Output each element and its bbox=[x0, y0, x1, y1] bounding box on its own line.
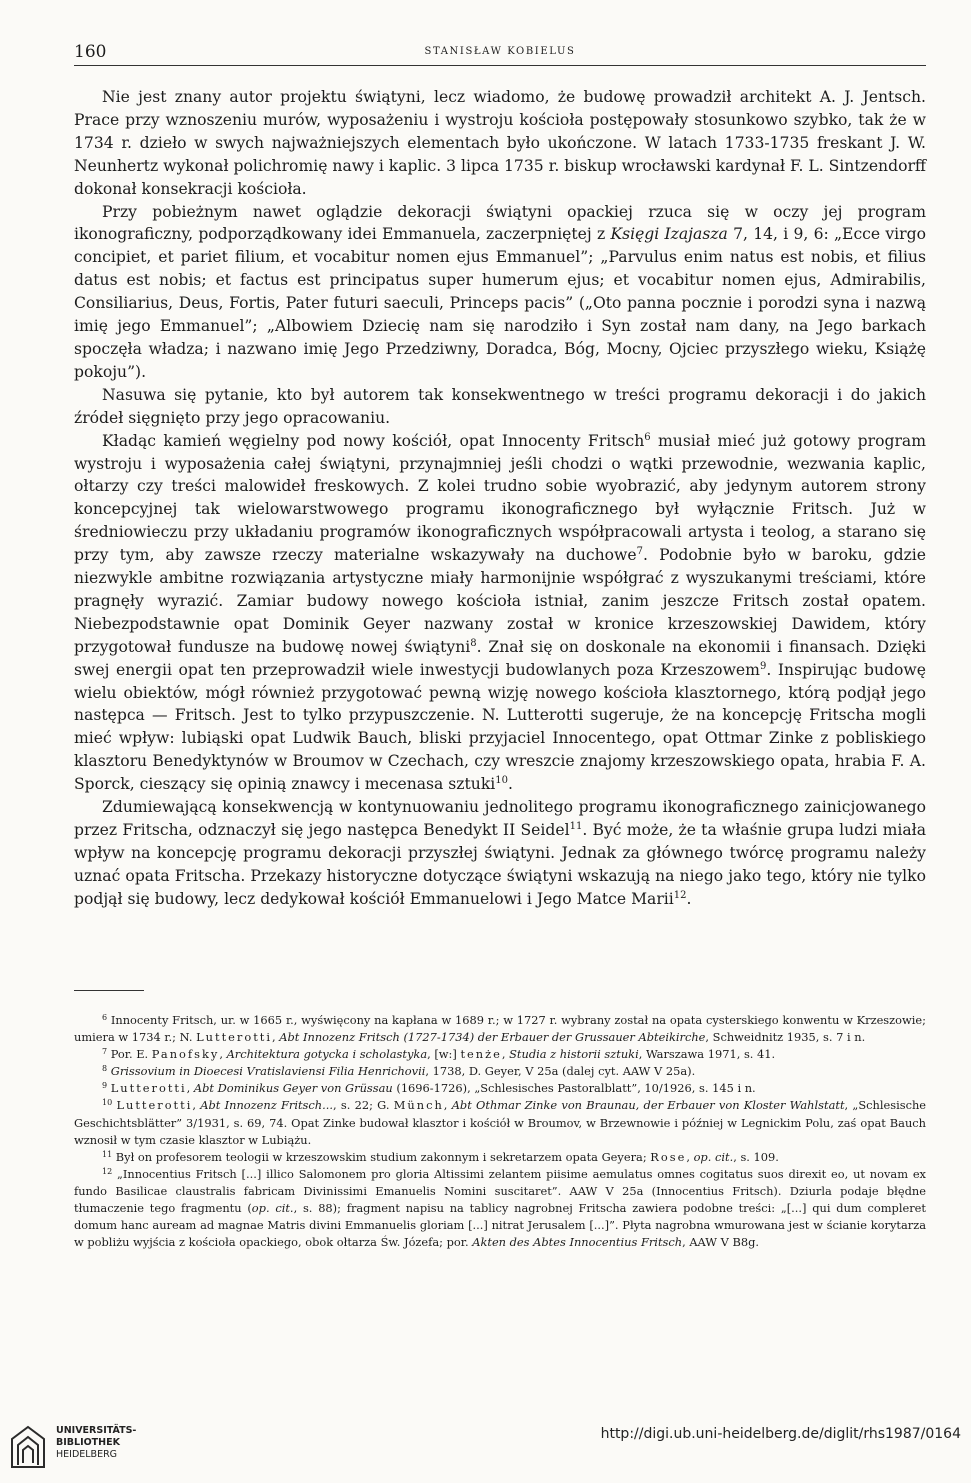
footnote-ref-8[interactable]: 8 bbox=[470, 637, 477, 649]
library-logo[interactable] bbox=[8, 1425, 138, 1471]
footnote-10: $^{10}$ Lutterotti, Abt Innozenz Fritsch..., s. 22; G. Münch, Abt Othmar Zinke von Braunau, der Erbauer von Kloster Wahlstatt, „Schlesische Geschichtsblätter” 3/1931, s. 69, 74. Opat Zinke budował klasztor i kościół w Broumov, w Brzewnowie i później w Legnickim Polu, zaś opat Bauch wznosił w tym czasie klasztor w Lubiążu. bbox=[74, 1098, 927, 1147]
paragraph-2: Przy pobieżnym nawet oglądzie dekoracji świątyni opackiej rzuca się w oczy jej program ikonograficzny, podporządkowany idei Emmanuela, zaczerpniętej z Księgi Izajasza 7, 14, i 9, 6: „Ecce virgo concipiet, et pariet filium, et vocabitur nomen ejus Emmanuel”; „Parvulus enim natus est nobis, et filius datus est nobis; et factus est principatus super humerum ejus; et vocabitur nomen ejus, Admirabilis, Consiliarius, Deus, Fortis, Pater futuri saeculi, Princeps pacis” („Oto panna pocznie i porodzi syna i nazwą imię jego Emmanuel”; „Albowiem Dziecię nam się narodziło i Syn został nam dany, na Jego barkach spoczęła władza; i nazwano imię Jego Przedziwny, Doradca, Bóg, Mocny, Ojciec przyszłego wieku, Książę pokoju”). bbox=[74, 202, 926, 381]
footnote-ref-11[interactable]: 11 bbox=[569, 821, 583, 832]
university-seal-icon bbox=[8, 1425, 48, 1469]
footnote-ref-6[interactable]: 6 bbox=[644, 431, 651, 443]
paragraph-5: Zdumiewającą konsekwencją w kontynuowaniu jednolitego programu ikonograficznego zainicjowanego przez Fritscha, odznaczył się jego następca Benedykt II Seidel$^{11}$. Być może, że ta właśnie grupa ludzi miała wpływ na koncepcję programu dekoracji przyszłej świątyni. Jednak za głównego twórcę programu należy uznać opata Fritscha. Przekazy historyczne dotyczące świątyni wskazują na niego jako tego, który nie tylko podjął się budowy, lecz dedykował kościół Emmanuelowi i Jego Matce Marii$^{12}$. bbox=[74, 798, 927, 908]
paragraph-3: Nasuwa się pytanie, kto był autorem tak konsekwentnego w treści programu dekoracji i do jakich źródeł sięgnięto przy jego opracowaniu. bbox=[74, 385, 926, 427]
page-header bbox=[74, 42, 926, 66]
footnote-9: $^9$ Lutterotti, Abt Dominikus Geyer von Grüssau (1696-1726), „Schlesisches Pastoralblatt”, 10/1926, s. 145 i n. bbox=[102, 1081, 756, 1096]
library-name: UNIVERSITÄTS- BIBLIOTHEK HEIDELBERG bbox=[56, 1425, 137, 1460]
main-text bbox=[74, 86, 926, 911]
footnote-ref-9[interactable]: 9 bbox=[759, 660, 767, 672]
footnote-6: $^6$ Innocenty Fritsch, ur. w 1665 r., wyświęcony na kapłana w 1689 r.; w 1727 r. wybrany został na opata cysterskiego konwentu w Krzeszowie; umiera w 1734 r.; N. Lutterotti, Abt Innozenz Fritsch (1727-1734) der Erbauer der Grussauer Abteikirche, Schweidnitz 1935, s. 7 i n. bbox=[74, 1013, 926, 1045]
citation-isaiah: Księgi Izajasza bbox=[610, 225, 728, 244]
footnote-8: $^8$ Grissovium in Dioecesi Vratislaviensi Filia Henrichovii, 1738, D. Geyer, V 25a (dalej cyt. AAW V 25a). bbox=[102, 1064, 696, 1079]
page-number: 160 bbox=[74, 42, 107, 62]
source-url-link[interactable]: http://digi.ub.uni-heidelberg.de/diglit/rhs1987/0164 bbox=[600, 1426, 961, 1442]
footnote-7: $^7$ Por. E. Panofsky, Architektura gotycka i scholastyka, [w:] tenże, Studia z historii sztuki, Warszawa 1971, s. 41. bbox=[102, 1047, 776, 1062]
footnote-ref-10[interactable]: 10 bbox=[495, 775, 509, 787]
footnotes bbox=[74, 1012, 926, 1251]
footnote-ref-12[interactable]: 12 bbox=[673, 889, 687, 901]
footnote-11: $^{11}$ Był on profesorem teologii w krzeszowskim studium zakonnym i sekretarzem opata Geyera; Rose, op. cit., s. 109. bbox=[102, 1149, 779, 1164]
footnote-12: $^{12}$ „Innocentius Fritsch [...] illico Salomonem pro gloria Altissimi zelantem piisime aemulatus omnes cogitatus suos direxit eo, ut novam ex fundo Basilicae claustralis fabricam Divinissimi Emanuelis Nomini suscitaret”. AAW V 25a (Innocentius Fritsch). Dziurla podaje błędne tłumaczenie tego fragmentu (op. cit., s. 88); fragment napisu na tablicy nagrobnej Fritscha zawiera podobne treści: „[...] qui dum compleret domum hanc auream ad magnae Matris divini Emmanuelis gloriam [...] nitrat Jerusalem [...]”. Płyta nagrobna wmurowana jest w ścianie korytarza w pobliżu wyjścia z kościoła opackiego, obok ołtarza Św. Józefa; por. Akten des Abtes Innocentius Fritsch, AAW V B8g. bbox=[74, 1166, 926, 1250]
paragraph-1: Nie jest znany autor projektu świątyni, lecz wiadomo, że budowę prowadził architekt A. J. Jentsch. Prace przy wznoszeniu murów, wyposażeniu i wystroju kościoła postępowały stosunkowo szybko, tak że w 1734 r. dzieło w swych najważniejszych elementach było ukończone. W latach 1733-1735 freskant J. W. Neunhertz wykonał polichromię nawy i kaplic. 3 lipca 1735 r. biskup wrocławski kardynał F. L. Sintzendorff dokonał konsekracji kościoła. bbox=[74, 88, 926, 198]
running-head: STANISŁAW KOBIELUS bbox=[424, 46, 576, 57]
paragraph-4: Kładąc kamień węgielny pod nowy kościół, opat Innocenty Fritsch$^6$ musiał mieć już gotowy program wystroju i wyposażenia całej świątyni, przynajmniej jeśli chodzi o wątki przewodnie, wezwania kaplic, ołtarzy czy treści malowideł freskowych. Z kolei trudno sobie wyobrazić, aby jedynym autorem strony koncepcyjnej tak wielowarstwowego programu ikonograficznego był wyłącznie Fritsch. Już w średniowieczu przy układaniu programów ikonograficznych współpracowali artysta i teolog, a starano się przy tym, aby zawsze rzeczy materialne wskazywały na duchowe$^7$. Podobnie było w baroku, gdzie niezwykle ambitne rozwiązania artystyczne miały harmonijnie współgrać z wyszukanymi treściami, które pragnęły wyrazić. Zamiar budowy nowego kościoła istniał, zanim jeszcze Fritsch został opatem. Niebezpodstawnie opat Dominik Geyer nazwany został w kronice krzeszowskiej Dawidem, który przygotował fundusze na budowę nowej świątyni$^8$. Znał się on doskonale na ekonomii i finansach. Dzięki swej energii opat ten przeprowadził wiele inwestycji budowlanych poza Krzeszowem$^9$. Inspirując budowę wielu obiektów, mógł również przygotować pewną wizję nowego kościoła klasztornego, którą podjął jego następca — Fritsch. Jest to tylko przypuszczenie. N. Lutterotti sugeruje, że na koncepcję Fritscha mogli mieć wpływ: lubiąski opat Ludwik Bauch, bliski przyjaciel Innocentego, opat Ottmar Zinke z pobliskiego klasztoru Benedyktynów w Broumov w Czechach, czy wreszcie znajomy krzeszowskiego opata, hrabia F. A. Sporck, cieszący się opinią znawcy i mecenasa sztuki$^{10}$. bbox=[74, 431, 927, 794]
footnote-separator bbox=[74, 990, 144, 991]
footnote-ref-7[interactable]: 7 bbox=[636, 546, 644, 558]
header-rule bbox=[74, 65, 926, 66]
